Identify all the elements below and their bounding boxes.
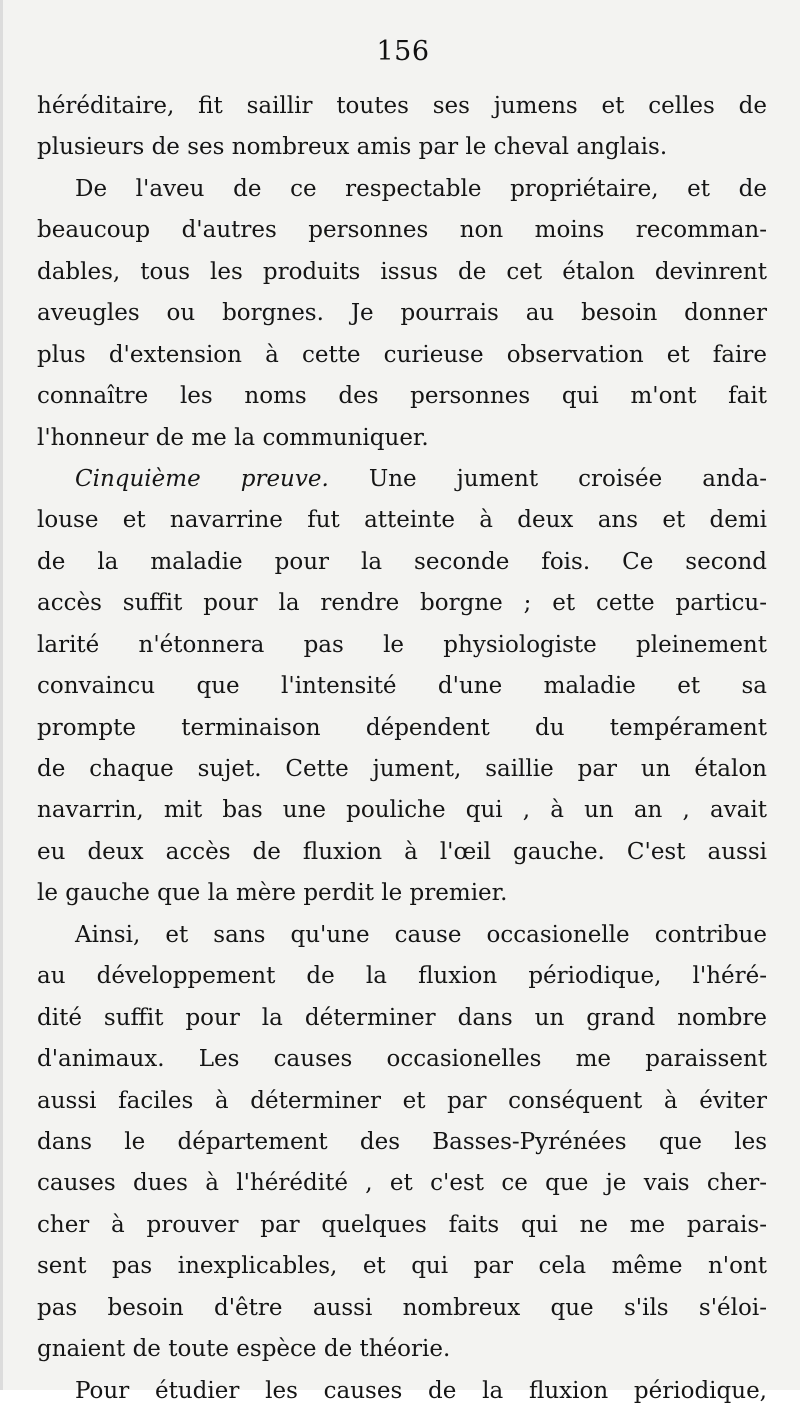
page-number: 156 [376, 36, 430, 67]
text-line: aveugles ou borgnes. Je pourrais au besoin donner [37, 300, 767, 327]
text-line: gnaient de toute espèce de théorie. [37, 1336, 451, 1363]
text-line: pas besoin d'être aussi nombreux que s'ils s'éloi- [37, 1294, 767, 1321]
text-line: le gauche que la mère perdit le premier. [37, 880, 508, 907]
text-line: dables, tous les produits issus de cet étalon devinrent [37, 258, 767, 285]
text-line: sent pas inexplicables, et qui par cela même n'ont [37, 1253, 767, 1280]
section-label: Cinquième preuve. [75, 465, 329, 492]
text-line: l'honneur de me la communiquer. [37, 424, 429, 451]
text-line: dans le département des Basses-Pyrénées que les [37, 1128, 767, 1155]
body-text [37, 86, 767, 1412]
text-line: causes dues à l'hérédité , et c'est ce que je vais cher- [37, 1170, 767, 1197]
text-line: larité n'étonnera pas le physiologiste pleinement [37, 631, 767, 658]
text-line: héréditaire, fit saillir toutes ses jumens et celles de [37, 93, 767, 119]
text-line [37, 459, 767, 500]
text-line: aussi faciles à déterminer et par conséquent à éviter [37, 1087, 767, 1114]
text-line: De l'aveu de ce respectable propriétaire, et de [75, 175, 767, 202]
text-line: eu deux accès de fluxion à l'œil gauche. C'est aussi [37, 838, 767, 865]
text-line: de la maladie pour la seconde fois. Ce second [37, 548, 767, 575]
text-line: prompte terminaison dépendent du tempérament [37, 714, 767, 741]
text-line: louse et navarrine fut atteinte à deux ans et demi [37, 507, 767, 534]
text-line: au développement de la fluxion périodique, l'héré- [37, 963, 767, 990]
text-line: dité suffit pour la déterminer dans un grand nombre [37, 1004, 767, 1031]
text-segment: Une jument croisée anda- [328, 465, 768, 492]
text-line: d'animaux. Les causes occasionelles me paraissent [37, 1046, 767, 1073]
text-line: plusieurs de ses nombreux amis par le cheval anglais. [37, 134, 668, 161]
text-line: Pour étudier les causes de la fluxion périodique, [75, 1377, 767, 1404]
text-line: navarrin, mit bas une pouliche qui , à un an , avait [37, 797, 767, 824]
text-line: accès suffit pour la rendre borgne ; et cette particu- [37, 590, 767, 617]
text-line: Ainsi, et sans qu'une cause occasionelle contribue [75, 921, 767, 948]
text-line: beaucoup d'autres personnes non moins recomman- [37, 217, 767, 244]
text-line: connaître les noms des personnes qui m'ont fait [37, 383, 767, 410]
text-line: cher à prouver par quelques faits qui ne me parais- [37, 1211, 767, 1238]
text-line: de chaque sujet. Cette jument, saillie par un étalon [37, 756, 767, 782]
text-line: convaincu que l'intensité d'une maladie et sa [37, 673, 767, 700]
text-line: plus d'extension à cette curieuse observation et faire [37, 341, 767, 368]
